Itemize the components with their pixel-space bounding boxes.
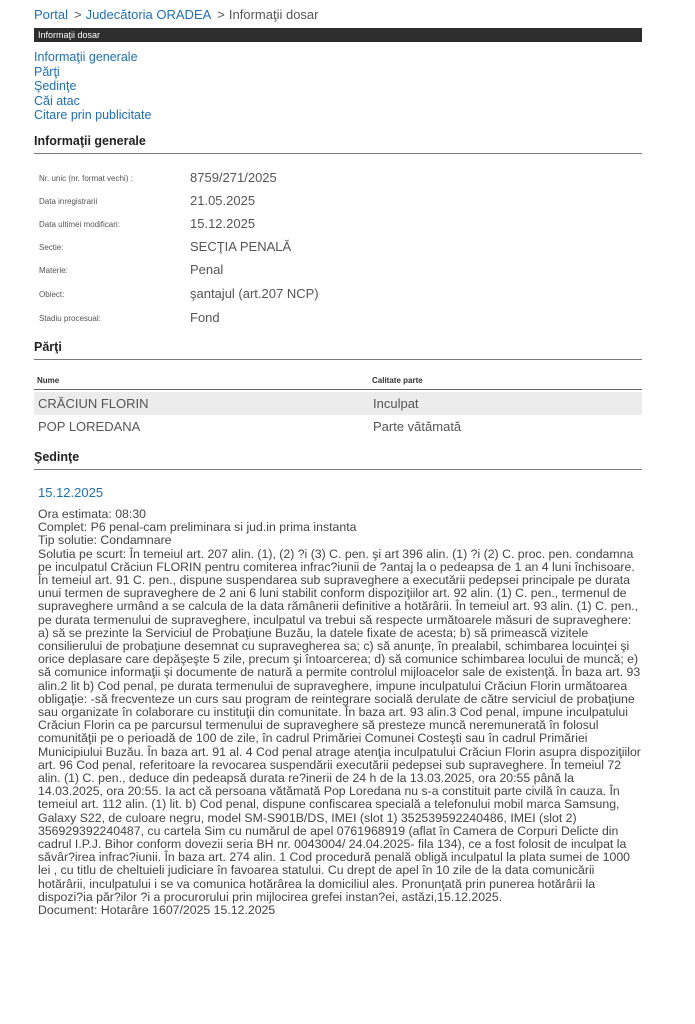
parte-nume: CRĂCIUN FLORIN <box>38 396 149 411</box>
info-value: Penal <box>190 262 224 277</box>
sedinta-document: Document: Hotarâre 1607/2025 15.12.2025 <box>38 903 276 918</box>
nav-link-parti[interactable]: Părţi <box>34 64 60 79</box>
sedinta-date: 15.12.2025 <box>38 485 104 500</box>
info-label: Materie: <box>39 266 68 275</box>
info-label: Stadiu procesual: <box>39 314 101 323</box>
parte-calitate: Inculpat <box>373 396 419 411</box>
info-row-obiect <box>34 286 642 309</box>
parti-table-header <box>34 373 642 390</box>
breadcrumb <box>34 7 318 23</box>
section-heading-sedinte: Şedinţe <box>34 450 642 470</box>
info-label: Obiect: <box>39 290 65 299</box>
info-row-materie <box>34 262 642 285</box>
parte-nume: POP LOREDANA <box>38 419 141 434</box>
info-value: SECŢIA PENALĂ <box>190 239 292 254</box>
info-label: Sectie: <box>39 243 64 252</box>
info-label: Data ultimei modificari: <box>39 220 120 229</box>
table-row <box>34 392 642 415</box>
section-heading-general: Informaţii generale <box>34 134 642 154</box>
sedinta-complet: Complet: P6 penal-cam preliminara si jud.in prima instanta <box>38 520 357 535</box>
info-row-data-ultimei-modificari <box>34 216 642 239</box>
info-row-data-inregistrarii <box>34 193 642 216</box>
breadcrumb-separator: > <box>217 7 225 22</box>
breadcrumb-court-link[interactable]: Judecătoria ORADEA <box>85 7 212 22</box>
sedinta-solutie: Solutia pe scurt: În temeiul art. 207 alin. (1), (2) ?i (3) C. pen. şi art 396 alin. (1) ?i (2) C. proc. pen. condamna pe inculpatul Crăciun FLORIN pentru comiterea infrac?iunii de ?antaj la o pedeapsa de 1 an 4 luni închisoare. În temeiul art. 91 C. pen., dispune suspendarea sub supraveghere a executării pedepsei principale pe durata unui termen de supraveghere de 2 ani 6 luni stabilit conform dispoziţiilor art. 92 alin. (1) C. pen., termenul de supraveghere urmând a se calcula de la data rămânerii definitive a hotărârii. În temeiul art. 93 alin. (1) C. pen., pe durata termenului de supraveghere, inculpatul va trebui să respecte următoarele măsuri de supraveghere: a) să se prezinte la Serviciul de Probaţiune Buzău, la datele fixate de acesta; b) să primească vizitele consilierului de probaţiune desemnat cu supravegherea sa; c) să anunţe, în prealabil, schimbarea locuinţei şi orice deplasare care depăşeşte 5 zile, precum şi întoarcerea; d) să comunice schimbarea locului de muncă; e) să comunice informaţii şi documente de natură a permite controlul mijloacelor sale de existenţă. În baza art. 93 alin.2 lit b) Cod penal, pe durata termenului de supraveghere, impune inculpatului Crăciun Florin următoarea obligaţie: -să frecventeze un curs sau program de reintegrare socială derulate de către serviciul de probaţiune sau organizate în colaborare cu instituţii din comunitate. În baza art. 93 alin.3 Cod penal, impune inculpatului Crăciun Florin ca pe parcursul termenului de supraveghere să presteze muncă neremunerată în folosul comunităţii pe o perioadă de 100 de zile, în cadrul Primăriei Comunei Costeşti sau în cadrul Primăriei Municipiului Buzău. În baza art. 91 al. 4 Cod penal atrage atenţia inculpatului Crăciun Florin asupra dispoziţiilor art. 96 Cod penal, referitoare la revocarea suspendării executării pedepsei sub supraveghere. În temeiul 72 alin. (1) C. pen., deduce din pedeapsă durata re?inerii de 24 h de la 13.03.2025, ora 20:55 până la 14.03.2025, ora 20:55. Ia act că persoana vătămată Pop Loredana nu s-a constituit parte civilă în cauza. În temeiul art. 112 alin. (1) lit. b) Cod penal, dispune confiscarea specială a telefonului mobil marca Samsung, Galaxy S22, de culoare negru, model SM-S901B/DS, IMEI (slot 1) 352539592240486, IMEI (slot 2) 356929392240487, cu cartela Sim cu numărul de apel 0761968919 (aflat în Camera de Corpuri Delicte din cadrul I.P.J. Bihor conform dovezii seria BH nr. 0043004/ 24.04.2025- fila 134), ce a fost folosit de inculpat la săvâr?irea infrac?iunii. În baza art. 274 alin. 1 Cod procedură penală obligă inculpatul la plata sumei de 1000 lei , cu titlu de cheltuieli judiciare în favoarea statului. Cu drept de apel în 10 zile de la data comunicării hotărârii, inculpatului i se va comunica hotărârea la domiciliul ales. Pronunţată prin punerea hotărârii la dispozi?ia păr?ilor ?i a procurorului prin mijlocirea grefei instan?ei, astăzi,15.12.2025. <box>38 546 641 904</box>
nav-link-sedinte[interactable]: Şedinţe <box>34 79 77 93</box>
page-title-bar: Informaţii dosar <box>34 28 642 42</box>
section-heading-parti: Părţi <box>34 340 642 360</box>
column-header-calitate: Calitate parte <box>372 376 423 385</box>
info-label: Data inregistrarii <box>39 197 98 206</box>
info-value: 21.05.2025 <box>190 193 256 208</box>
info-row-stadiu-procesual <box>34 310 642 333</box>
breadcrumb-portal-link[interactable]: Portal <box>34 7 68 22</box>
info-value: Fond <box>190 310 220 325</box>
info-value: şantajul (art.207 NCP) <box>190 286 319 301</box>
info-value: 15.12.2025 <box>190 216 256 231</box>
sedinta-tip-solutie: Tip solutie: Condamnare <box>38 533 172 548</box>
table-row <box>34 415 642 438</box>
section-nav <box>34 50 151 123</box>
info-row-nr-unic <box>34 170 642 193</box>
nav-link-informatii-generale[interactable]: Informaţii generale <box>34 50 138 64</box>
nav-link-citare-prin-publicitate[interactable]: Citare prin publicitate <box>34 108 152 122</box>
info-value: 8759/271/2025 <box>190 170 277 185</box>
nav-link-cai-atac[interactable]: Căi atac <box>34 93 80 108</box>
info-row-sectie <box>34 239 642 262</box>
breadcrumb-separator: > <box>73 7 82 22</box>
breadcrumb-current: Informaţii dosar <box>228 7 319 22</box>
column-header-nume: Nume <box>37 376 60 385</box>
parte-calitate: Parte vătămată <box>373 419 462 434</box>
sedinta-ora: Ora estimata: 08:30 <box>38 507 146 521</box>
sedinta-details <box>38 508 642 917</box>
info-label: Nr. unic (nr. format vechi) : <box>39 174 133 183</box>
